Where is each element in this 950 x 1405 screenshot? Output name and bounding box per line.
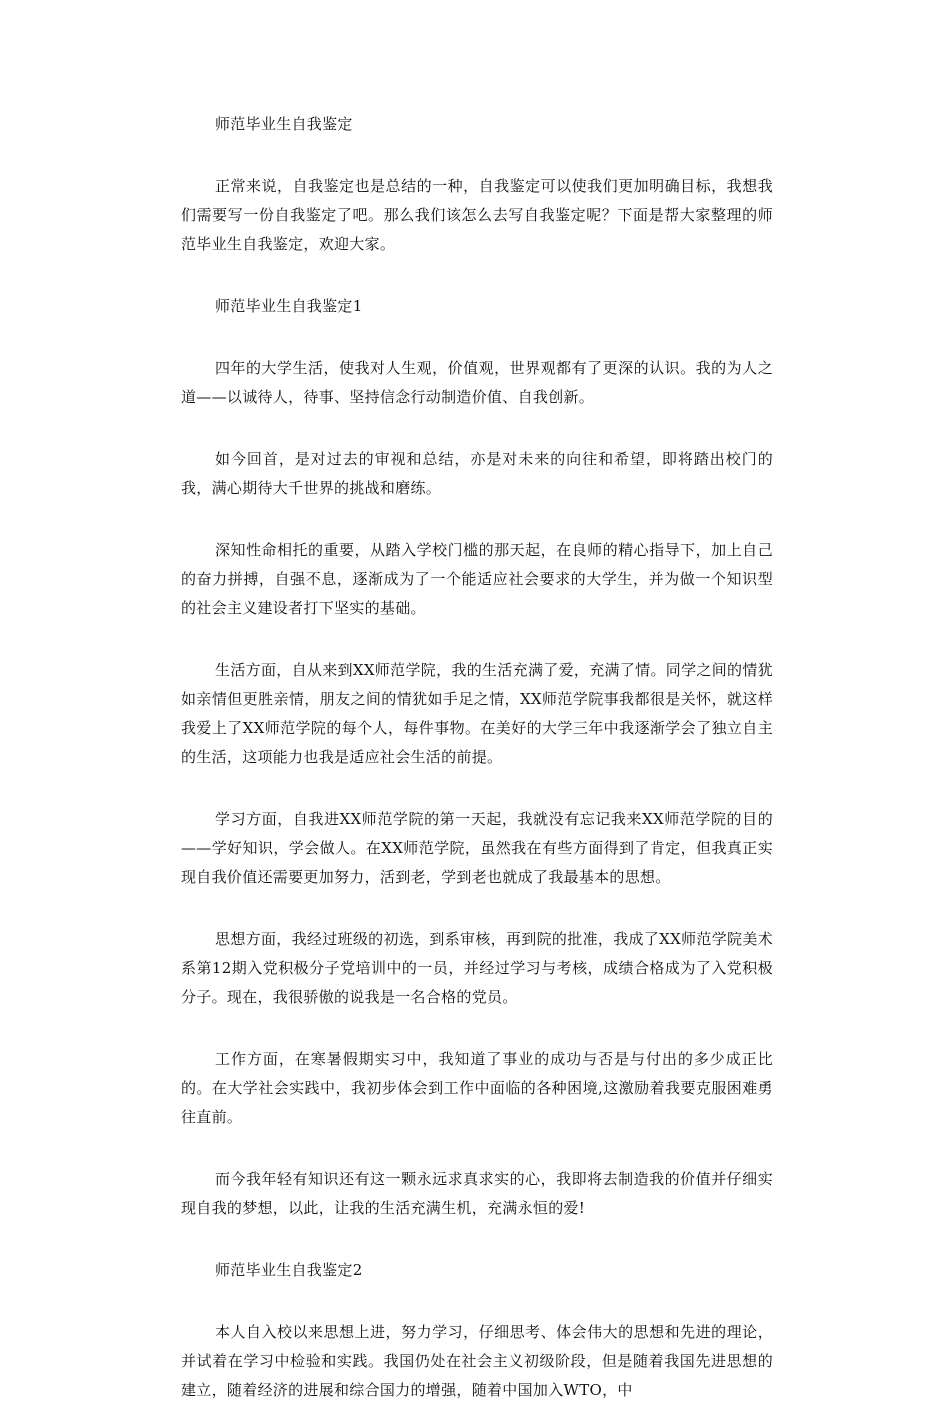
document-page	[181, 110, 773, 1405]
intro-paragraph: 正常来说，自我鉴定也是总结的一种，自我鉴定可以使我们更加明确目标，我想我们需要写一份自我鉴定了吧。那么我们该怎么去写自我鉴定呢？下面是帮大家整理的师范毕业生自我鉴定，欢迎大家。	[181, 177, 773, 253]
section-1-paragraph: 学习方面，自我进XX师范学院的第一天起，我就没有忘记我来XX师范学院的目的——学好知识，学会做人。在XX师范学院，虽然我在有些方面得到了肯定，但我真正实现自我价值还需要更加努力，活到老，学到老也就成了我最基本的思想。	[181, 810, 773, 886]
section-1-paragraph: 生活方面，自从来到XX师范学院，我的生活充满了爱，充满了情。同学之间的情犹如亲情但更胜亲情，朋友之间的情犹如手足之情，XX师范学院事我都很是关怀，就这样我爱上了XX师范学院的每个人，每件事物。在美好的大学三年中我逐渐学会了独立自主的生活，这项能力也我是适应社会生活的前提。	[181, 661, 773, 766]
section-1-paragraph: 深知性命相托的重要，从踏入学校门槛的那天起，在良师的精心指导下，加上自己的奋力拼搏，自强不息，逐渐成为了一个能适应社会要求的大学生，并为做一个知识型的社会主义建设者打下坚实的基础。	[181, 541, 773, 617]
section-1-paragraph: 而今我年轻有知识还有这一颗永远求真求实的心，我即将去制造我的价值并仔细实现自我的梦想，以此，让我的生活充满生机，充满永恒的爱!	[181, 1170, 773, 1217]
section-1-paragraph: 思想方面，我经过班级的初选，到系审核，再到院的批准，我成了XX师范学院美术系第12期入党积极分子党培训中的一员，并经过学习与考核，成绩合格成为了入党积极分子。现在，我很骄傲的说我是一名合格的党员。	[181, 930, 773, 1006]
section-1-paragraph: 工作方面，在寒暑假期实习中，我知道了事业的成功与否是与付出的多少成正比的。在大学社会实践中，我初步体会到工作中面临的各种困境,这激励着我要克服困难勇往直前。	[181, 1050, 773, 1126]
section-1-paragraph: 四年的大学生活，使我对人生观，价值观，世界观都有了更深的认识。我的为人之道——以诚待人，待事、坚持信念行动制造价值、自我创新。	[181, 359, 773, 406]
section-1-title: 师范毕业生自我鉴定1	[215, 297, 363, 315]
section-2-paragraph: 本人自入校以来思想上进，努力学习，仔细思考、体会伟大的思想和先进的理论，并试着在学习中检验和实践。我国仍处在社会主义初级阶段，但是随着我国先进思想的建立，随着经济的进展和综合国力的增强，随着中国加入WTO，中	[181, 1323, 773, 1399]
document-title: 师范毕业生自我鉴定	[215, 115, 353, 133]
section-1-paragraph: 如今回首，是对过去的审视和总结，亦是对未来的向往和希望，即将踏出校门的我，满心期待大千世界的挑战和磨练。	[181, 450, 773, 497]
section-2-title: 师范毕业生自我鉴定2	[215, 1261, 363, 1279]
